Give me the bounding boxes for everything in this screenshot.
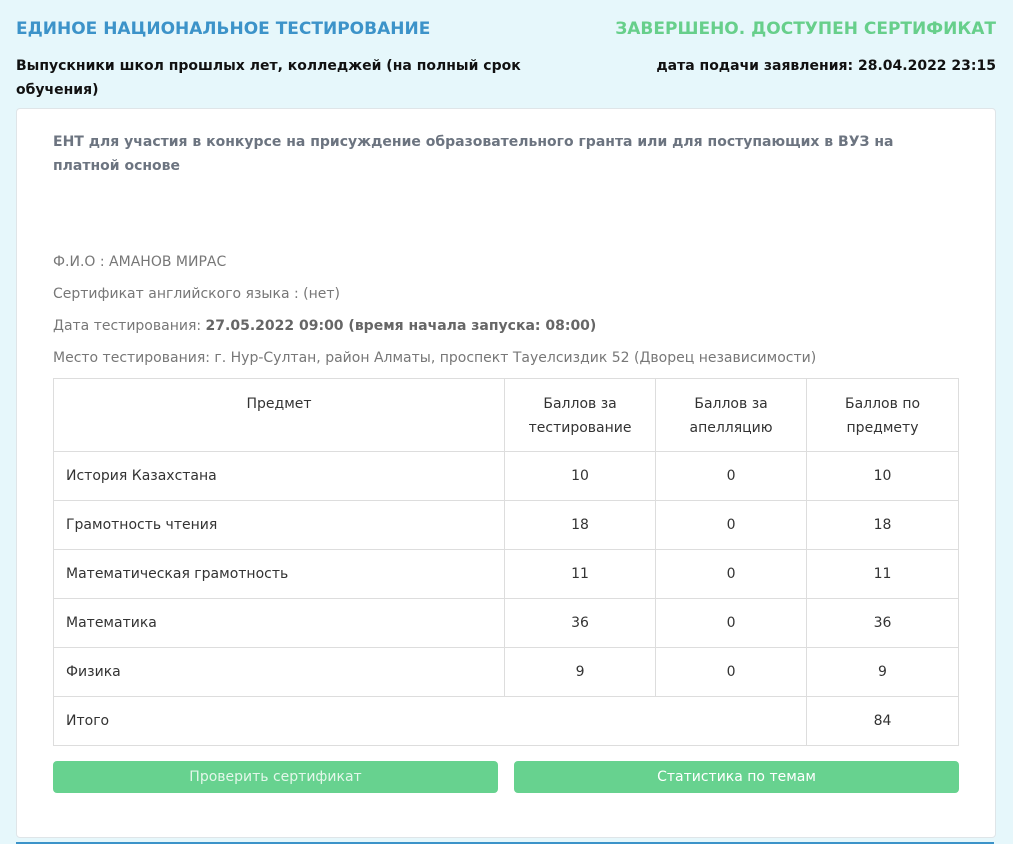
test-score-cell: 36 — [505, 599, 656, 648]
total-score-cell: 18 — [807, 501, 959, 550]
table-header-row — [54, 379, 959, 452]
status-label: ЗАВЕРШЕНО. ДОСТУПЕН СЕРТИФИКАТ — [615, 19, 996, 39]
test-date — [53, 318, 596, 334]
test-score-cell: 9 — [505, 648, 656, 697]
result-card — [16, 108, 996, 838]
topic-statistics-button[interactable]: Статистика по темам — [514, 761, 959, 793]
table-row — [54, 550, 959, 599]
appeal-score-cell: 0 — [656, 501, 807, 550]
check-certificate-button[interactable]: Проверить сертификат — [53, 761, 498, 793]
scores-table — [53, 378, 959, 746]
subject-cell: Математическая грамотность — [54, 550, 505, 599]
test-date-value: 27.05.2022 09:00 (время начала запуска: 08:00) — [205, 318, 597, 334]
exam-title: ЕНТ для участия в конкурсе на присуждение образовательного гранта или для поступающих в ВУЗ на платной основе — [53, 134, 894, 174]
total-value: 84 — [807, 697, 959, 746]
header-appeal-score: Баллов за апелляцию — [656, 379, 807, 452]
appeal-score-cell: 0 — [656, 550, 807, 599]
header-total-score: Баллов по предмету — [807, 379, 959, 452]
test-score-cell: 18 — [505, 501, 656, 550]
total-score-cell: 36 — [807, 599, 959, 648]
test-date-label: Дата тестирования: — [53, 318, 206, 334]
header-subject: Предмет — [54, 379, 505, 452]
table-row — [54, 452, 959, 501]
table-row — [54, 648, 959, 697]
subject-cell: Грамотность чтения — [54, 501, 505, 550]
appeal-score-cell: 0 — [656, 599, 807, 648]
total-score-cell: 10 — [807, 452, 959, 501]
test-place: Место тестирования: г. Нур-Султан, район Алматы, проспект Тауелсиздик 52 (Дворец независимости) — [53, 350, 817, 366]
table-row — [54, 501, 959, 550]
appeal-score-cell: 0 — [656, 648, 807, 697]
test-score-cell: 11 — [505, 550, 656, 599]
page-header — [16, 0, 996, 108]
subject-cell: История Казахстана — [54, 452, 505, 501]
subject-cell: Физика — [54, 648, 505, 697]
application-date: дата подачи заявления: 28.04.2022 23:15 — [656, 58, 996, 74]
appeal-score-cell: 0 — [656, 452, 807, 501]
student-name: Ф.И.О : АМАНОВ МИРАС — [53, 254, 227, 270]
subject-cell: Математика — [54, 599, 505, 648]
total-score-cell: 11 — [807, 550, 959, 599]
test-score-cell: 10 — [505, 452, 656, 501]
total-score-cell: 9 — [807, 648, 959, 697]
total-row — [54, 697, 959, 746]
header-test-score: Баллов за тестирование — [505, 379, 656, 452]
total-label: Итого — [54, 697, 807, 746]
page-title: ЕДИНОЕ НАЦИОНАЛЬНОЕ ТЕСТИРОВАНИЕ — [16, 19, 431, 39]
category-label: Выпускники школ прошлых лет, колледжей (на полный срок обучения) — [16, 58, 521, 98]
table-row — [54, 599, 959, 648]
english-certificate: Сертификат английского языка : (нет) — [53, 286, 340, 302]
